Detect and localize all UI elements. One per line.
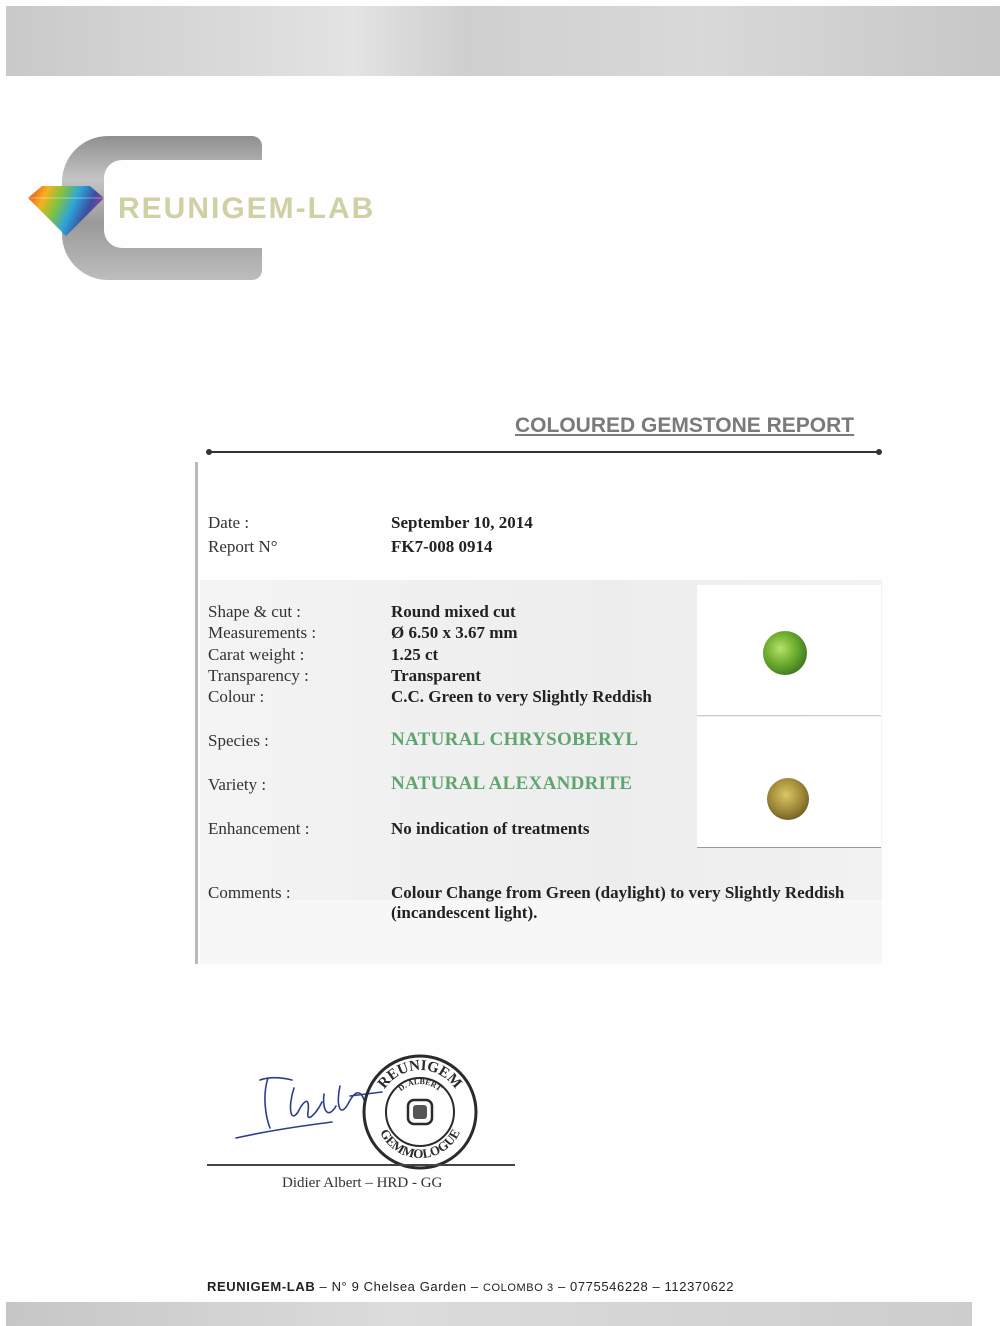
stone-photo-daylight xyxy=(697,585,881,716)
comments-label: Comments : xyxy=(208,883,291,902)
report-number-label: Report N° xyxy=(208,537,278,556)
carat-label: Carat weight : xyxy=(208,645,305,664)
title-rule xyxy=(208,451,880,453)
enhancement-value: No indication of treatments xyxy=(391,819,590,838)
top-scan-band xyxy=(6,6,1000,76)
shape-value: Round mixed cut xyxy=(391,602,516,621)
measurements-value: Ø 6.50 x 3.67 mm xyxy=(391,623,518,642)
footer-lab-name: REUNIGEM-LAB xyxy=(207,1279,316,1294)
date-value: September 10, 2014 xyxy=(391,513,533,532)
species-value: NATURAL CHRYSOBERYL xyxy=(391,729,639,750)
footer-address xyxy=(207,1279,734,1294)
comments-value: Colour Change from Green (daylight) to very Slightly Reddish (incandescent light). xyxy=(391,883,845,922)
transparency-label: Transparency : xyxy=(208,666,309,685)
footer-city: COLOMBO 3 xyxy=(482,1282,554,1294)
seal-text-top: REUNIGEM xyxy=(375,1057,465,1092)
transparency-value: Transparent xyxy=(391,666,482,685)
bottom-scan-band xyxy=(6,1302,972,1326)
stone-photo-incandescent xyxy=(697,717,881,848)
measurements-label: Measurements : xyxy=(208,623,317,642)
svg-text:REUNIGEM xyxy=(375,1058,465,1092)
gemmologist-seal xyxy=(360,1052,480,1172)
date-label: Date : xyxy=(208,513,250,532)
enhancement-label: Enhancement : xyxy=(208,819,310,838)
rainbow-gem-icon xyxy=(28,186,104,236)
footer-street: – N° 9 Chelsea Garden – xyxy=(315,1279,483,1294)
signer-name: Didier Albert – HRD - GG xyxy=(282,1175,443,1191)
seal-text-mid: D. ALBERT xyxy=(396,1076,444,1094)
colour-value: C.C. Green to very Slightly Reddish xyxy=(391,687,652,706)
olive-stone-image xyxy=(767,778,809,820)
signature-line xyxy=(207,1164,515,1166)
green-stone-image xyxy=(763,631,807,675)
carat-value: 1.25 ct xyxy=(391,645,439,664)
logo-text: REUNIGEM-LAB xyxy=(118,192,376,225)
footer-phones: – 0775546228 – 112370622 xyxy=(553,1279,735,1294)
variety-value: NATURAL ALEXANDRITE xyxy=(391,773,633,794)
shape-label: Shape & cut : xyxy=(208,602,302,621)
left-border-line xyxy=(195,462,198,964)
report-number-value: FK7-008 0914 xyxy=(391,537,493,556)
seal-text-bottom: GEMMOLOGUE xyxy=(377,1126,463,1162)
species-label: Species : xyxy=(208,731,269,750)
variety-label: Variety : xyxy=(208,775,267,794)
svg-text:GEMMOLOGUE xyxy=(377,1126,463,1161)
report-title: COLOURED GEMSTONE REPORT xyxy=(515,414,855,437)
colour-label: Colour : xyxy=(208,687,265,706)
svg-text:D. ALBERT xyxy=(397,1077,444,1094)
